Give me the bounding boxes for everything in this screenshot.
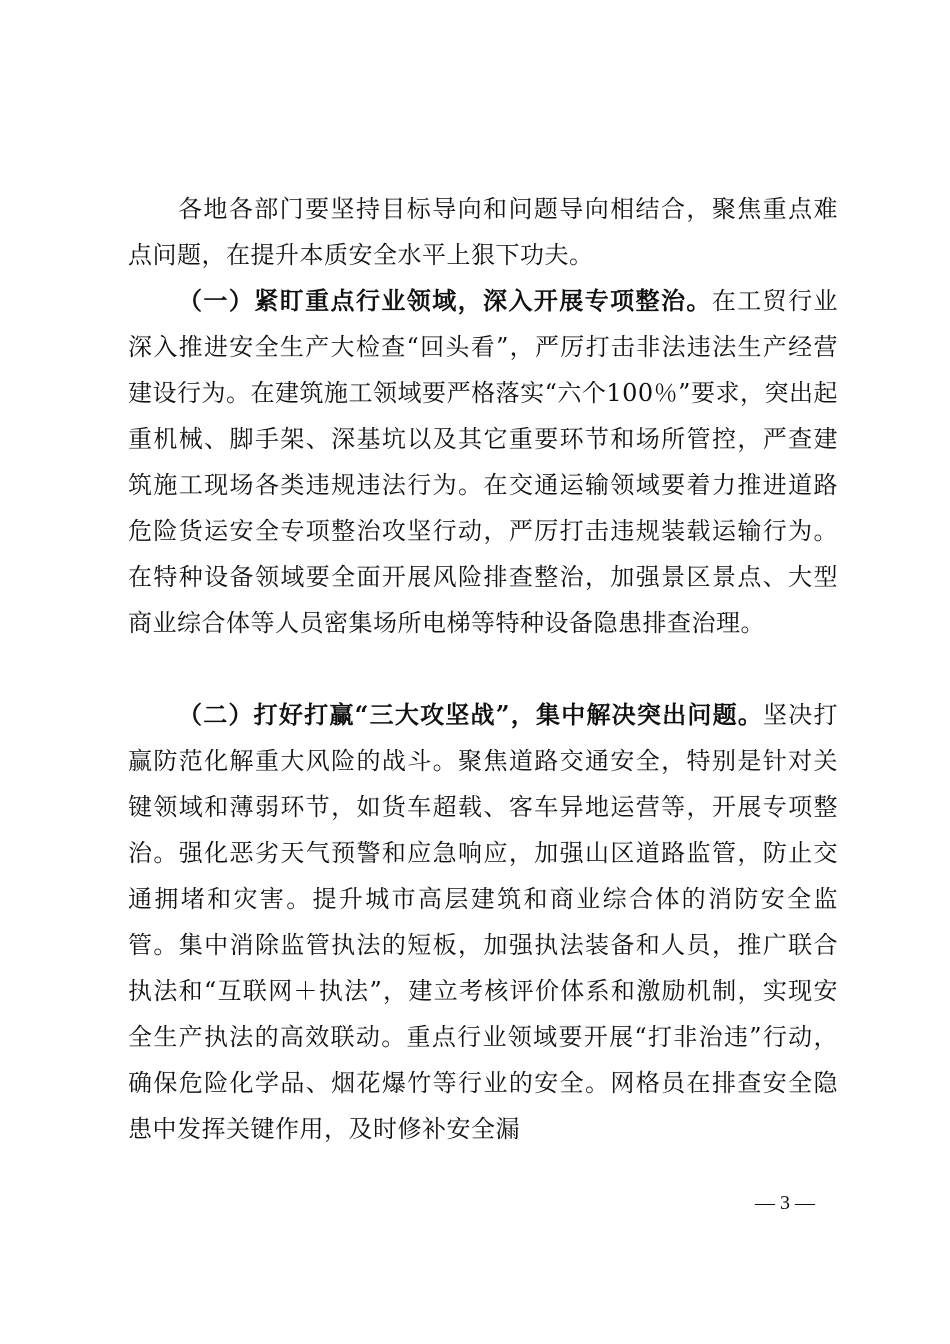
page-number: — 3 — — [755, 1192, 815, 1214]
paragraph-body: 坚决打赢防范化解重大风险的战斗。聚焦道路交通安全，特别是针对关键领域和薄弱环节，如货车超载、客车异地运营等，开展专项整治。强化恶劣天气预警和应急响应，加强山区道路监管，防止交通拥堵和灾害。提升城市高层建筑和商业综合体的消防安全监管。集中消除监管执法的短板，加强执法装备和人员，推广联合执法和“互联网＋执法”，建立考核评价体系和激励机制，实现安全生产执法的高效联动。重点行业领域要开展“打非治违”行动，确保危险化学品、烟花爆竹等行业的安全。网格员在排查安全隐患中发挥关键作用，及时修补安全漏 — [128, 701, 838, 1143]
paragraph-body: 各地各部门要坚持目标导向和问题导向相结合，聚焦重点难点问题，在提升本质安全水平上狠下功夫。 — [128, 195, 838, 269]
section-heading: （二）打好打赢“三大攻坚战”，集中解决突出问题。 — [178, 700, 764, 729]
paragraph-body: 在工贸行业深入推进安全生产大检查“回头看”，严厉打击非法违法生产经营建设行为。在建筑施工领域要严格落实“六个100％”要求，突出起重机械、脚手架、深基坑以及其它重要环节和场所管控，严查建筑施工现场各类违规违法行为。在交通运输领域要着力推进道路危险货运安全专项整治攻坚行动，严厉打击违规装载运输行为。在特种设备领域要全面开展风险排查整治，加强景区景点、大型商业综合体等人员密集场所电梯等特种设备隐患排查治理。 — [128, 287, 839, 637]
paragraph-section-2 — [128, 692, 838, 1152]
paragraph-section-1 — [128, 278, 838, 646]
section-heading: （一）紧盯重点行业领域，深入开展专项整治。 — [178, 286, 712, 315]
paragraph-intro — [128, 186, 838, 278]
